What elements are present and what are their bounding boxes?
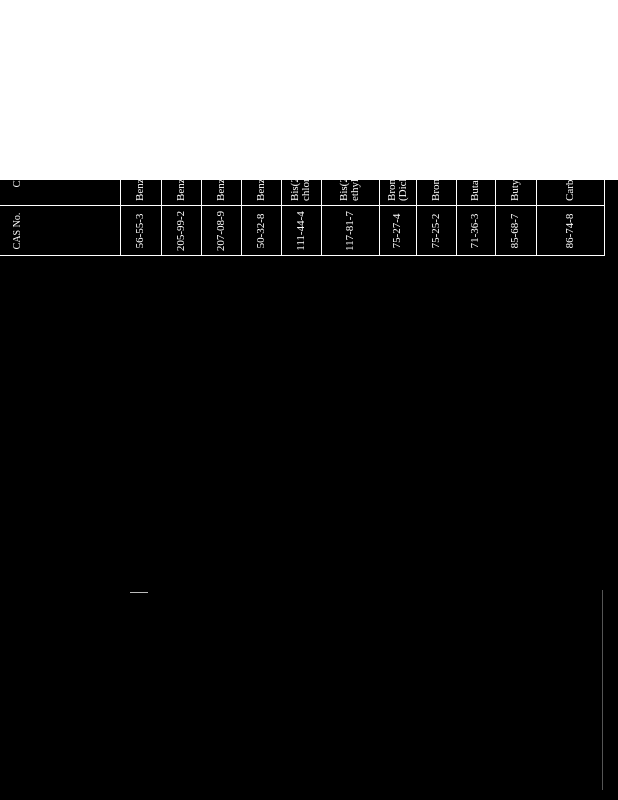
header-construction-ingestion: [85, 0, 120, 3]
cell-name: [241, 101, 281, 205]
cell-cas: [456, 207, 495, 255]
cell-ind_inh-text: ---: [214, 25, 227, 37]
cell-ind_ing-text: 92: [391, 75, 403, 87]
cell-ind_inh: [416, 5, 456, 53]
cell-ind_inh: [281, 5, 321, 53]
cell-ind_ing-text: 5: [294, 77, 307, 84]
cell-ind_inh: [379, 5, 416, 53]
col-divider: [18, 3, 605, 4]
cell-ind_ing-footnote: b: [471, 59, 479, 63]
cell-ind_ing: [536, 55, 605, 103]
cell-ind_inh-footnote: c: [176, 21, 185, 26]
header-main-title: [0, 0, 18, 104]
cell-ind_inh-text: 930: [509, 22, 521, 39]
cell-name: [321, 101, 379, 205]
cell-cas: [536, 207, 605, 255]
cell-cas: [201, 207, 241, 255]
cell-name: [495, 101, 536, 205]
header-industrial-text: Industrial-Commercial: [46, 8, 57, 100]
cell-con_ing: [281, 0, 321, 3]
margin-mark: [130, 592, 148, 593]
cell-ind_ing-footnote: c: [345, 69, 354, 73]
cell-ind_ing-text: 0.8: [254, 76, 267, 91]
cell-ind_ing: [201, 55, 241, 103]
cell-ind_ing-footnote: b: [511, 59, 519, 63]
cell-ind_inh: [456, 5, 495, 53]
cell-name-text: Butanol: [469, 166, 481, 201]
cell-cas-text: 117-81-7: [343, 211, 356, 251]
cell-ind_ing: [161, 55, 201, 103]
cell-con_ing: [201, 0, 241, 3]
cell-ind_inh-text: 0.47: [294, 20, 307, 41]
cell-name: [416, 101, 456, 205]
header-cas-text: CAS No.: [12, 212, 23, 250]
cell-cas: [495, 207, 536, 255]
cell-ind_ing-footnote: c: [136, 74, 144, 78]
header-industrial-ingestion: [85, 55, 120, 103]
cell-ind_inh-footnote: c: [296, 17, 305, 21]
scanned-page: [0, 180, 618, 800]
cell-ind_inh-text: ---: [174, 25, 187, 37]
cell-cas-text: 50-32-8: [254, 213, 267, 249]
cell-ind_inh-footnote: d: [511, 19, 519, 23]
cell-ind_ing: [321, 55, 379, 103]
header-chemical-name: [0, 104, 120, 206]
cell-cas: [321, 207, 379, 255]
cell-ind_ing-footnote: c: [393, 71, 401, 76]
cell-name-text: Benzo(k)fluoranthene: [214, 104, 227, 201]
page-edge-line: [602, 590, 603, 790]
cell-ind_ing-footnote: c,2: [256, 67, 265, 77]
cell-ind_ing-text: 200,000: [469, 62, 481, 99]
header-chemical-name-text: Chemical Name: [12, 122, 23, 188]
cell-name: [201, 101, 241, 205]
cell-ind_inh-footnote: c: [136, 21, 144, 26]
cell-name: [120, 101, 161, 205]
cell-ind_ing-footnote: c: [296, 74, 305, 78]
cell-name-text: Bromoform: [429, 149, 442, 201]
cell-cas: [416, 207, 456, 255]
cell-cas-text: 56-55-3: [134, 213, 146, 249]
cell-ind_ing-text: 410,000: [509, 62, 521, 99]
cell-ind_ing: [241, 55, 281, 103]
cell-ind_ing: [456, 55, 495, 103]
cell-ind_inh: [120, 5, 161, 53]
cell-name-text: Benzo(a)anthracene: [134, 113, 146, 201]
cell-con_ing: [161, 0, 201, 3]
cell-cas: [281, 207, 321, 255]
cell-cas-text: 75-25-2: [429, 213, 442, 249]
cell-con_ing: [321, 0, 379, 3]
cell-ind_ing-footnote: c: [216, 71, 225, 76]
exposure-values-table: [0, 0, 576, 256]
cell-con_ing: [120, 0, 161, 3]
cell-ind_inh: [161, 5, 201, 53]
cell-con_ing: [456, 0, 495, 3]
cell-con_ing: [536, 0, 605, 3]
cell-ind_inh-text: 31,000: [343, 15, 356, 46]
cell-name-text: Bis(2-ethylhexyl)phthalate: [338, 110, 361, 201]
cell-ind_inh: [201, 5, 241, 53]
cell-ind_ing: [281, 55, 321, 103]
cell-ind_inh-footnote: d: [345, 12, 354, 16]
header-industrial-inhalation-text: Inhalation (mg/kg): [91, 8, 114, 50]
cell-ind_inh-text: 100: [429, 22, 442, 39]
cell-con_ing: [495, 0, 536, 3]
col-divider: [85, 53, 605, 54]
cell-name-text: Bromodichloromethane (Dichlorobromomethane): [385, 88, 409, 201]
cell-cas: [241, 207, 281, 255]
header-cas: [0, 206, 120, 256]
cell-ind_inh-text: 10,000: [469, 15, 481, 46]
cell-ind_ing: [120, 55, 161, 103]
cell-name-text: Butyl benzyl phthalate: [509, 101, 521, 201]
cell-name: [281, 101, 321, 205]
header-industrial: [18, 4, 85, 104]
cell-ind_ing-text: 290: [564, 72, 576, 89]
cell-ind_ing: [416, 55, 456, 103]
cell-name: [161, 101, 201, 205]
cell-ind_inh: [536, 5, 605, 53]
cell-ind_inh-text: ---: [564, 25, 576, 37]
cell-ind_ing: [495, 55, 536, 103]
cell-ind_inh-footnote: d: [393, 14, 401, 19]
cell-name-text: Carbazole: [564, 156, 576, 201]
cell-con_ing: [416, 0, 456, 3]
cell-name: [456, 101, 495, 205]
cell-ind_inh-footnote: c: [216, 21, 225, 26]
cell-ind_inh: [241, 5, 281, 53]
cell-name: [536, 101, 605, 205]
cell-name-text: Bis(2-chloroethyl)ether: [289, 125, 312, 201]
cell-ind_ing-text: 8: [174, 77, 187, 84]
cell-con_ing: [241, 0, 281, 3]
cell-ind_inh-text: ---: [134, 25, 146, 37]
cell-cas-text: 86-74-8: [564, 213, 576, 249]
cell-ind_inh-footnote: c: [431, 19, 440, 23]
cell-ind_ing-footnote: c: [431, 69, 440, 73]
cell-cas: [379, 207, 416, 255]
cell-cas-text: 71-36-3: [469, 213, 481, 249]
cell-ind_ing-text: 8: [134, 77, 146, 84]
cell-ind_inh-footnote: c: [256, 21, 265, 26]
cell-ind_ing-text: 720: [429, 72, 442, 89]
cell-ind_ing-text: 410: [343, 72, 356, 89]
cell-name: [379, 88, 416, 205]
cell-ind_inh: [495, 5, 536, 53]
cell-ind_ing-footnote: c: [566, 69, 574, 73]
cell-name-text: Benzo(a)pyrene: [254, 130, 267, 201]
cell-cas-text: 85-68-7: [509, 213, 521, 249]
cell-cas-text: 205-99-2: [174, 210, 187, 252]
cell-ind_inh-text: 3,000: [391, 18, 403, 44]
header-industrial-inhalation: [85, 5, 120, 53]
header-construction: [18, 0, 85, 4]
cell-cas: [120, 207, 161, 255]
cell-con_ing: [379, 0, 416, 3]
cell-ind_ing: [379, 55, 416, 103]
cell-ind_inh-footnote: d: [471, 12, 479, 16]
cell-cas-text: 75-27-4: [391, 213, 403, 249]
cell-ind_inh-text: ---: [254, 25, 267, 37]
cell-ind_inh: [321, 5, 379, 53]
cell-ind_ing-footnote: c: [176, 74, 185, 78]
cell-cas-text: 207-08-9: [214, 210, 227, 252]
cell-ind_ing-text: 78: [214, 75, 227, 87]
cell-ind_inh-footnote: c: [566, 21, 574, 26]
header-industrial-ingestion-text: Ingestion (mg/kg): [91, 60, 114, 98]
cell-cas: [161, 207, 201, 255]
header-construction-ingestion-text: [92, 0, 114, 3]
cell-name-text: Benzo(b)fluoranthene: [174, 104, 187, 201]
cell-cas-text: 111-44-4: [294, 211, 307, 251]
